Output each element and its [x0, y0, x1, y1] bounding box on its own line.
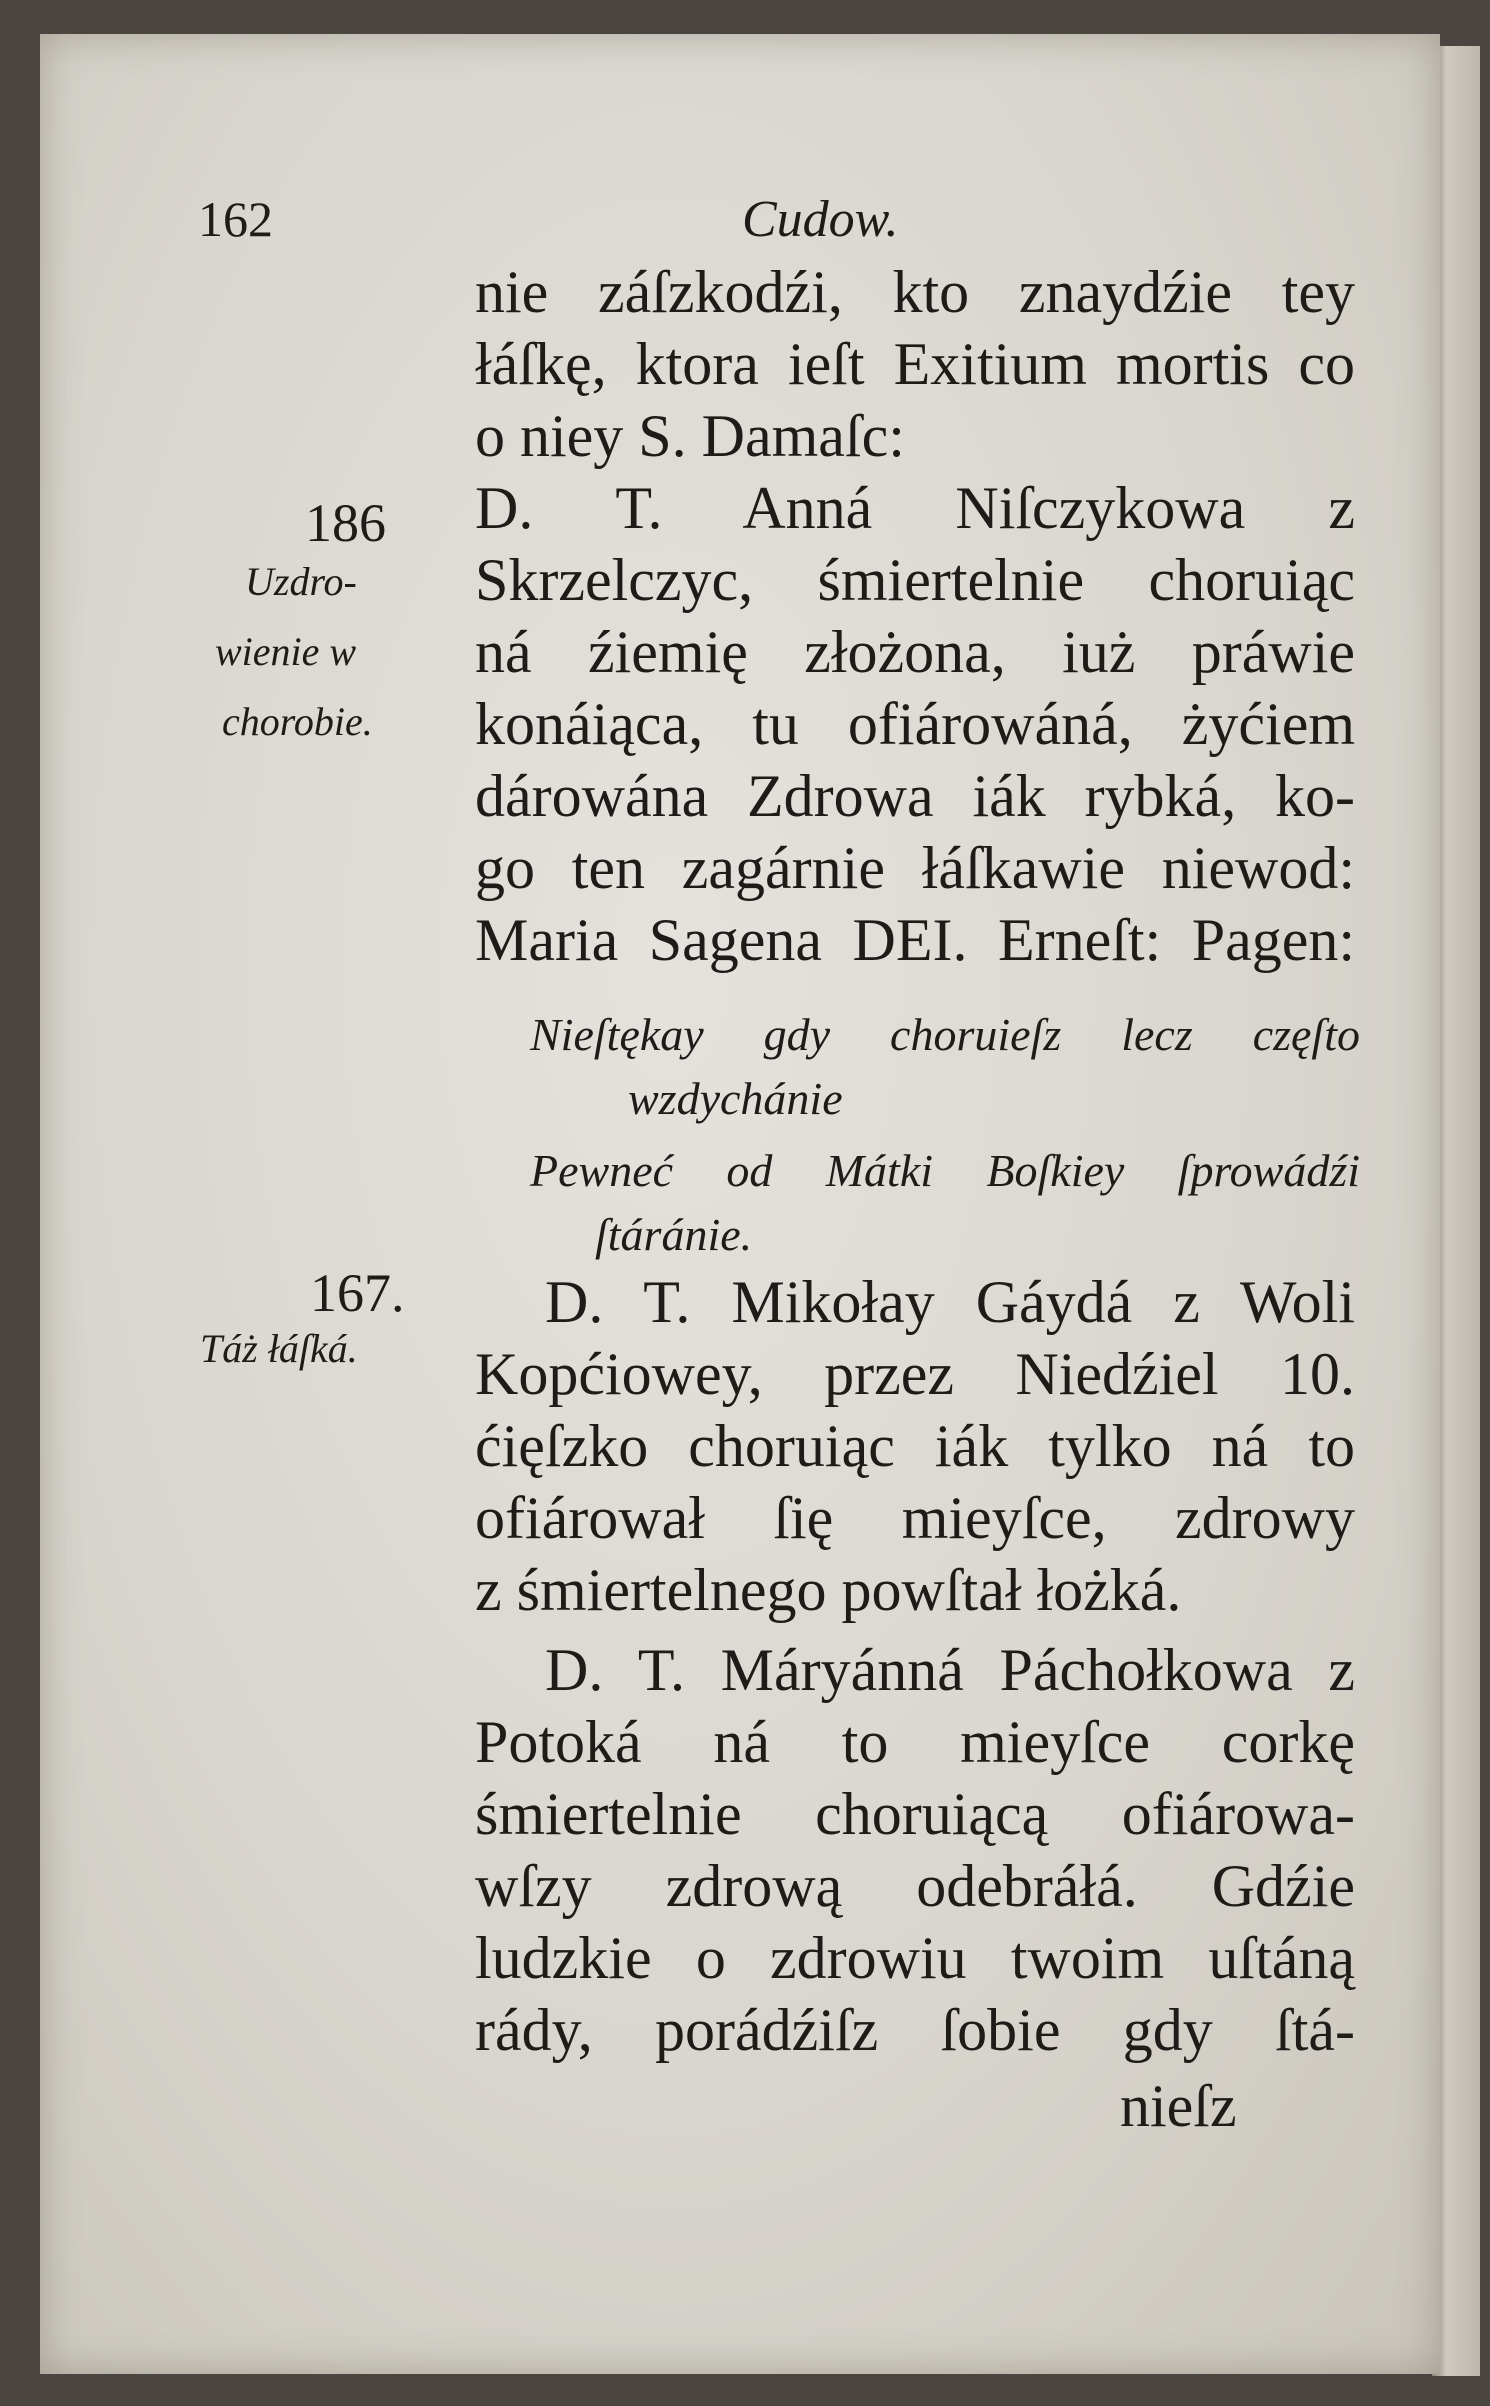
text-line: D. T. Mikołay Gáydá z Woli: [545, 1269, 1355, 1335]
margin-note-line: Uzdro-: [245, 559, 357, 604]
text-line: dárowána Zdrowa iák rybká, ko-: [475, 763, 1355, 829]
text-line: nie záſzkodźi, kto znaydźie tey: [475, 259, 1355, 325]
text-line: wſzy zdrową odebráłá. Gdźie: [475, 1853, 1355, 1919]
text-line: ofiárował ſię mieyſce, zdrowy: [475, 1485, 1355, 1551]
text-line: łáſkę, ktora ieſt Exitium mortis co: [475, 331, 1355, 397]
verse-line: wzdychánie: [628, 1073, 843, 1124]
margin-note-line: chorobie.: [222, 699, 373, 744]
catchword: nieſz: [1120, 2073, 1237, 2139]
entry-number-186: 186: [305, 493, 386, 553]
text-line: D. T. Anná Niſczykowa z: [475, 475, 1355, 541]
margin-note-line: wienie w: [215, 629, 357, 674]
text-line: Potoká ná to mieyſce corkę: [475, 1709, 1355, 1775]
text-line: Maria Sagena DEI. Erneſt: Pagen:: [475, 907, 1355, 973]
text-line: konáiąca, tu ofiárowáná, żyćiem: [475, 691, 1355, 757]
page-number: 162: [198, 191, 273, 247]
verse-line: Nieſtękay gdy choruieſz lecz częſto: [530, 1009, 1360, 1060]
entry-number-167: 167.: [310, 1263, 405, 1323]
running-title: Cudow.: [742, 191, 899, 248]
text-line: śmiertelnie choruiącą ofiárowa-: [475, 1781, 1355, 1847]
text-line: ćięſzko choruiąc iák tylko ná to: [475, 1413, 1355, 1479]
text-line: Skrzelczyc, śmiertelnie choruiąc: [475, 547, 1355, 613]
text-line: rády, porádźiſz ſobie gdy ſtá-: [475, 1997, 1355, 2063]
text-line: go ten zagárnie łáſkawie niewod:: [475, 835, 1355, 901]
text-line: z śmiertelnego powſtał łożká.: [475, 1557, 1182, 1623]
verse-line: ſtáránie.: [595, 1209, 753, 1260]
verse-line: Pewneć od Mátki Boſkiey ſprowádźi: [530, 1145, 1360, 1196]
text-line: ludzkie o zdrowiu twoim uſtáną: [475, 1925, 1355, 1991]
text-line: D. T. Máryánná Páchołkowa z: [545, 1637, 1355, 1703]
text-line: Kopćiowey, przez Niedźiel 10.: [475, 1341, 1355, 1407]
text-line: o niey S. Damaſc:: [475, 403, 905, 469]
text-line: ná źiemię złożona, iuż práwie: [475, 619, 1355, 685]
margin-note-167: Táż łáſká.: [200, 1326, 358, 1371]
